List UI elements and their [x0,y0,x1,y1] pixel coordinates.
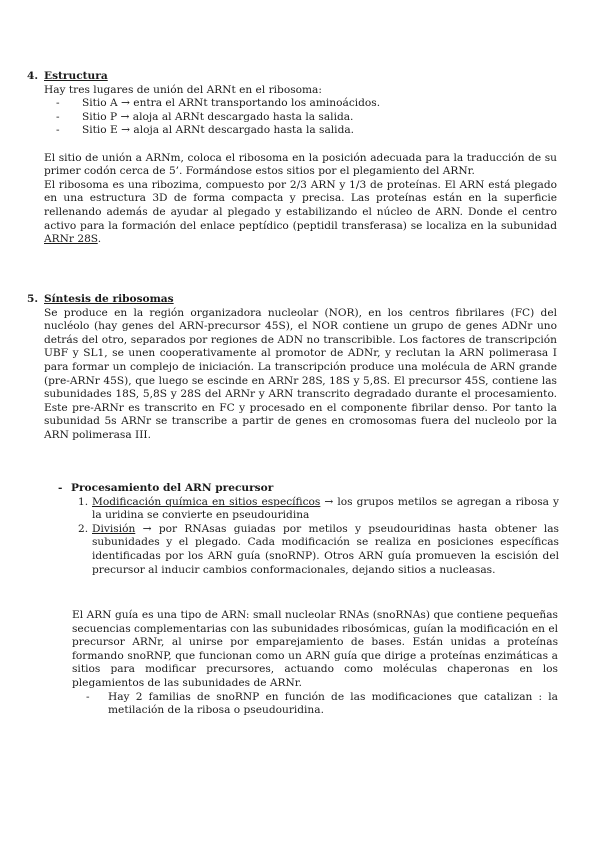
subsection-title: Procesamiento del ARN precursor [71,482,274,494]
list-item: - Sitio P → aloja al ARNt descargado hasta la salida. [56,110,354,123]
section-header [27,293,557,307]
section-number: 5. [27,293,39,305]
section-number: 4. [27,70,39,82]
paragraph: Se produce en la región organizadora nucleolar (NOR), en los centros fibrilares (FC) del nucléolo (hay genes del ARN-precursor 45S), el NOR contiene un grupo de genes ADNr uno detrás del otro, separados por regiones de ADN no transcribible. Los factores de transcripción UBF y SL1, se unen cooperativamente al promotor de ADNr, y reclutan la ARN polimerasa I para formar un complejo de iniciación. La transcripción produce una molécula de ARN grande (pre-ARNr 45S), que luego se escinde en ARNr 28S, 18S y 5,8S. El precursor 45S, contiene las subunidades 18S, 5,8S y 28S del ARNr y ARN transcrito degradado durante el procesamiento. Este pre-ARNr es transcrito en FC y procesado en el componente fibrilar denso. Por tanto la subunidad 5s ARNr se transcribe a partir de genes en cromosomas fuera del nucleolo por la ARN polimerasa III. [44,306,557,441]
list-item: 1. Modificación química en sitios específicos → los grupos metilos se agregan a ribosa y la uridina se convierte en pseudouridina [78,495,559,522]
ordered-list [58,496,559,578]
subsection-header: - Procesamiento del ARN precursor [58,482,274,494]
underlined-term: ARNr 28S [44,233,98,246]
item-label: División [92,522,136,535]
intro-text: Hay tres lugares de unión del ARNt en el ribosoma: [44,83,322,96]
list-item: - Sitio E → aloja al ARNt descargado hasta la salida. [56,124,355,137]
section-estructura [27,70,557,247]
paragraph: El ARN guía es una tipo de ARN: small nucleolar RNAs (snoRNAs) que contiene pequeñas secuencias complementarias con las subunidades ribosómicas, guían la modificación en el precursor ARNr, al unirse por emparejamiento de bases. Están unidas a proteínas formando snoRNP, que funcionan como un ARN guía que dirige a proteínas enzimáticas a sitios para modificar precursores, actuando como moléculas chaperonas en los plegamientos de las subunidades de ARNr. [72,609,558,689]
item-label: Modificación química en sitios específicos [92,495,321,508]
list-item: - Sitio A → entra el ARNt transportando los aminoácidos. [56,97,381,110]
section-title: Síntesis de ribosomas [44,293,174,305]
section-title: Estructura [44,70,108,82]
section-header [27,70,557,84]
list-item: - Hay 2 familias de snoRNP en función de las modificaciones que catalizan : la metilación de la ribosa o pseudouridina. [86,690,558,717]
paragraph: El ribosoma es una ribozima, compuesto por 2/3 ARN y 1/3 de proteínas. El ARN está plegado en una estructura 3D de forma compacta y precisa. Las proteínas están en la superficie rellenando además de ayudar al plegado y estabilizando el núcleo de ARN. Donde el centro activo para la formación del enlace peptídico (peptidil transferasa) se localiza en la subunidad ARNr 28S. [44,178,557,246]
section-sintesis [27,293,557,443]
guide-rna-block [72,609,558,718]
list-item: 2. División → por RNAsas guiadas por metilos y pseudouridinas hasta obtener las subunidades y el plegado. Cada modificación se realiza en posiciones específicas identificadas por los ARN guía (snoRNP). Otros ARN guía promueven la escisión del precursor al inducir cambios conformacionales, dejando sitios a nucleasas. [78,522,559,576]
paragraph: El sitio de unión a ARNm, coloca el ribosoma en la posición adecuada para la traducción de su primer codón cerca de 5’. Formándose estos sitios por el plegamiento del ARNr. [44,151,557,178]
subsection-procesamiento [58,482,559,577]
